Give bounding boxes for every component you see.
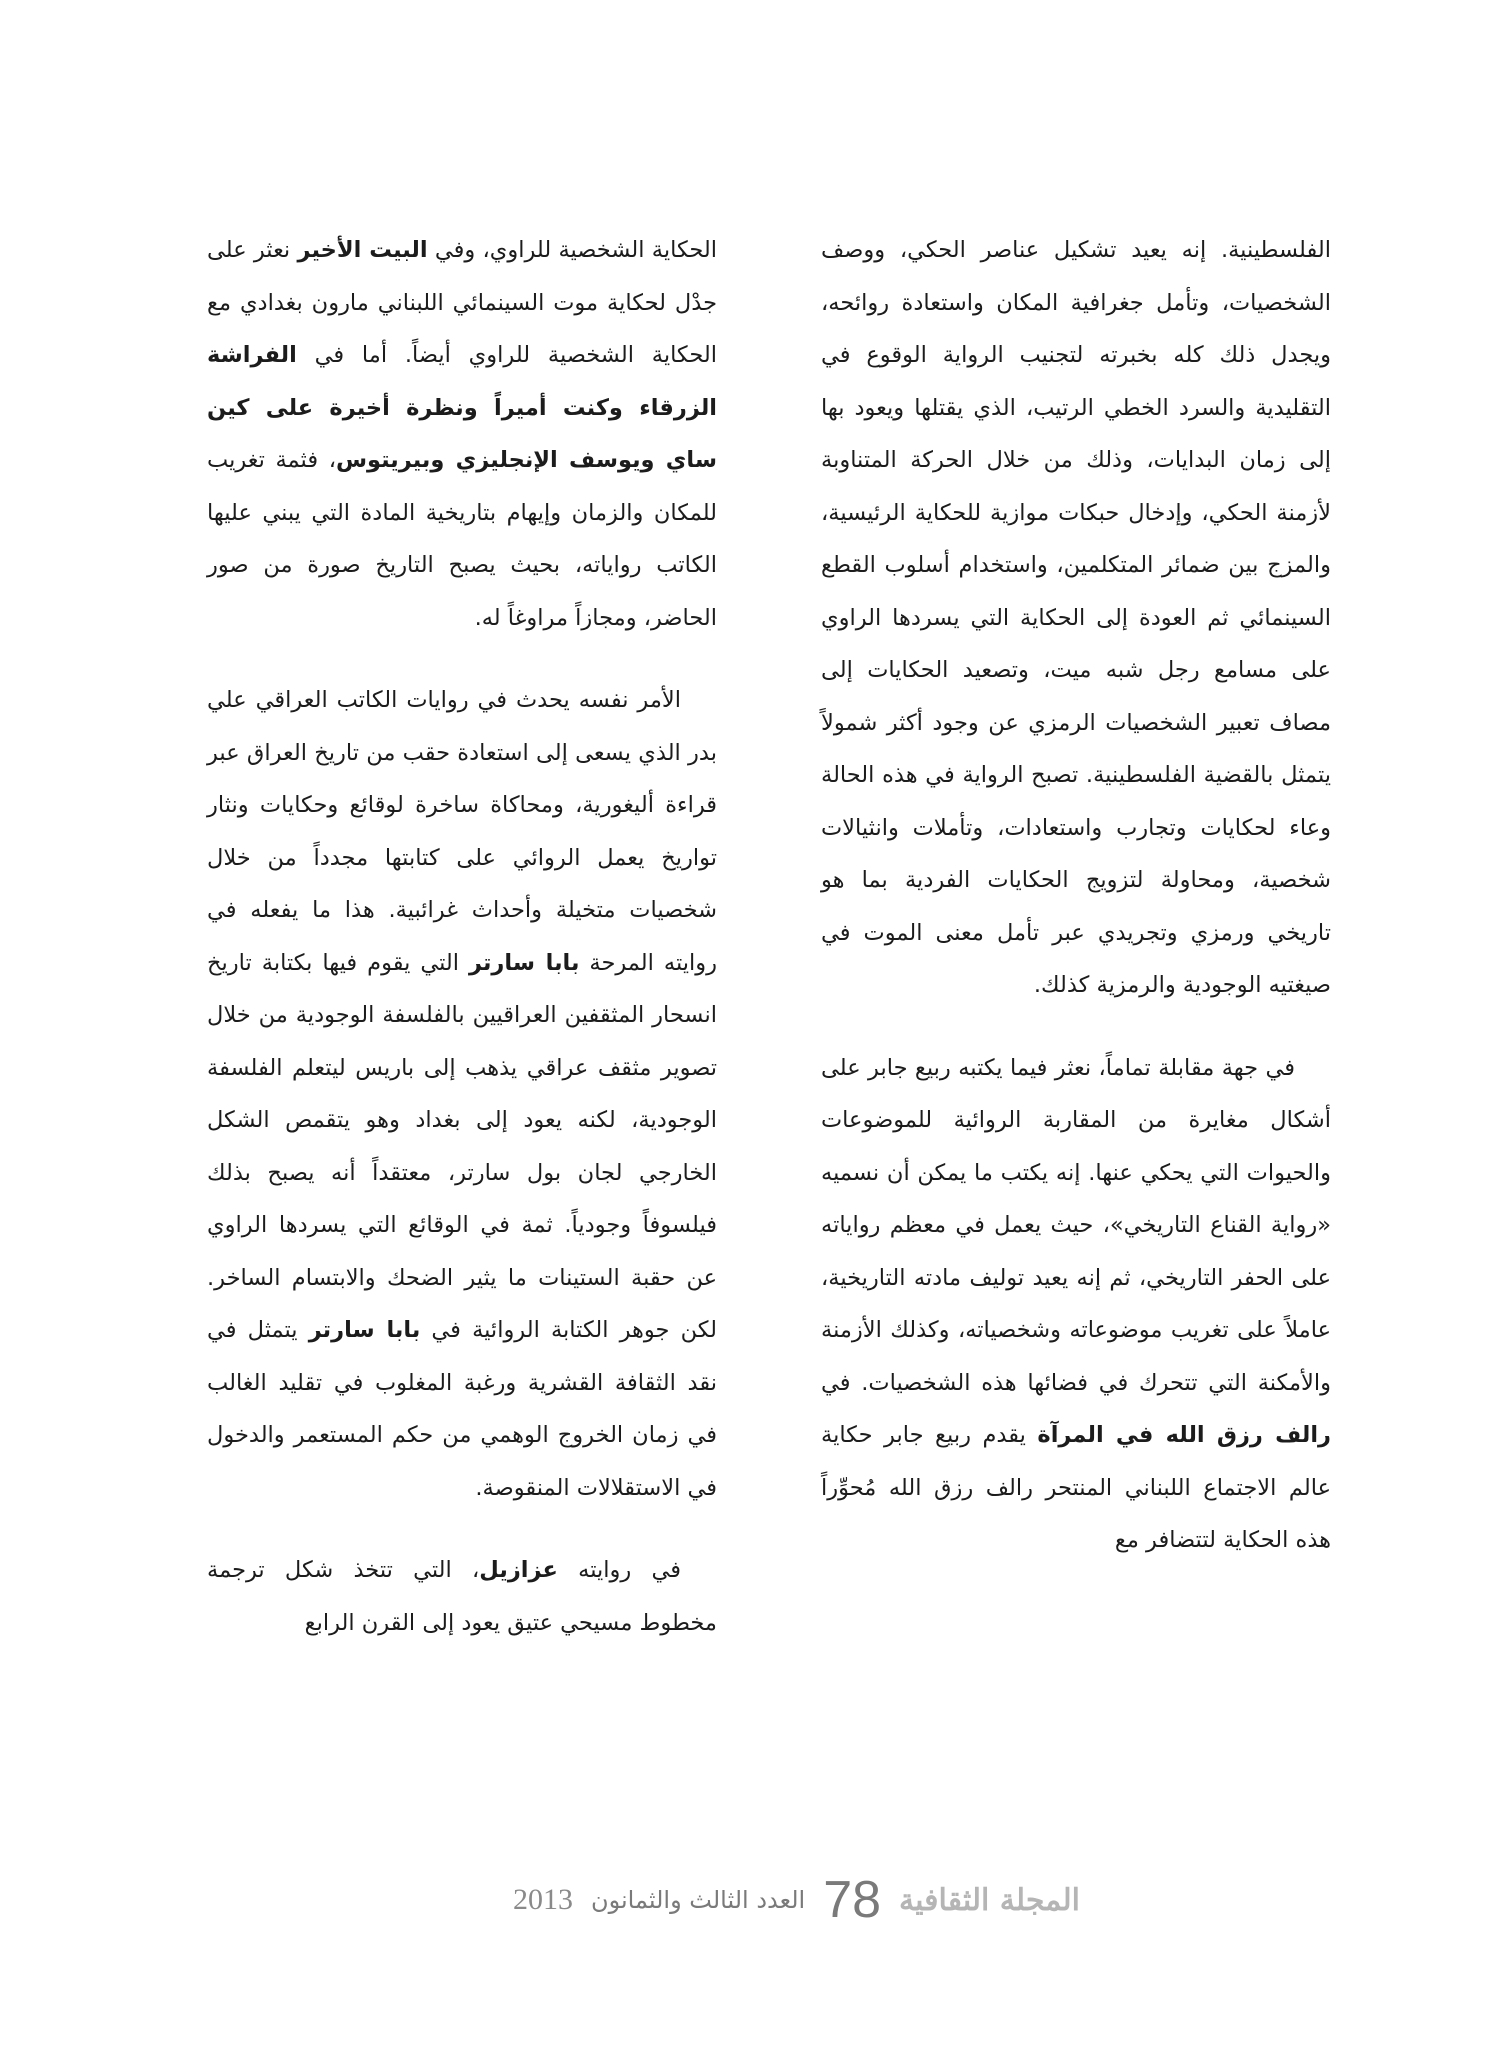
- paragraph-text: في جهة مقابلة تماماً، نعثر فيما يكتبه ربيع جابر على أشكال مغايرة من المقاربة الروائية للموضوعات والحيوات التي يحكي عنها. إنه يكتب ما يمكن أن نسميه «رواية القناع التاريخي»، حيث يعمل في معظم رواياته على الحفر التاريخي، ثم إنه يعيد توليف مادته التاريخية، عاملاً على تغريب موضوعاته وشخصياته، وكذلك الأزمنة والأمكنة التي تتحرك في فضائها هذه الشخصيات. في: [821, 1054, 1331, 1396]
- paragraph: [821, 224, 1331, 1012]
- paragraph-text: التي يقوم فيها بكتابة تاريخ انسحار المثقفين العراقيين بالفلسفة الوجودية من خلال تصوير مثقف عراقي يذهب إلى باريس ليتعلم الفلسفة الوجودية، لكنه يعود إلى بغداد وهو يتقمص الشكل الخارجي لجان بول سارتر، معتقداً أنه يصبح بذلك فيلسوفاً وجودياً. ثمة في الوقائع التي يسردها الراوي عن حقبة الستينات ما يثير الضحك والابتسام الساخر. لكن جوهر الكتابة الروائية في: [207, 949, 717, 1343]
- paragraph: [207, 674, 717, 1514]
- right-text-column: [821, 224, 1331, 1567]
- paragraph-text: ، التي تتخذ شكل ترجمة مخطوط مسيحي عتيق يعود إلى القرن الرابع: [207, 1557, 717, 1636]
- left-text-column: [207, 224, 717, 1649]
- issue-label: العدد الثالث والثمانون: [590, 1886, 806, 1914]
- paragraph-text: الفلسطينية. إنه يعيد تشكيل عناصر الحكي، ووصف الشخصيات، وتأمل جغرافية المكان واستعادة روائحه، ويجدل ذلك كله بخبرته لتجنيب الرواية الوقوع في التقليدية والسرد الخطي الرتيب، الذي يقتلها ويعود بها إلى زمان البدايات، وذلك من خلال الحركة المتناوبة لأزمنة الحكي، وإدخال حبكات موازية للحكاية الرئيسية، والمزج بين ضمائر المتكلمين، واستخدام أسلوب القطع السينمائي ثم العودة إلى الحكاية التي يسردها الراوي على مسامع رجل شبه ميت، وتصعيد الحكايات إلى مصاف تعبير الشخصيات الرمزي عن وجود أكثر شمولاً يتمثل بالقضية الفلسطينية. تصبح الرواية في هذه الحالة وعاء لحكايات وتجارب واستعادات، وتأملات وانثيالات شخصية، ومحاولة لتزويج الحكايات الفردية بما هو تاريخي ورمزي وتجريدي عبر تأمل معنى الموت في صيغتيه الوجودية والرمزية كذلك.: [821, 237, 1331, 998]
- paragraph-text: الأمر نفسه يحدث في روايات الكاتب العراقي علي بدر الذي يسعى إلى استعادة حقب من تاريخ العراق عبر قراءة أليغورية، ومحاكاة ساخرة لوقائع وحكايات ونثار تواريخ يعمل الروائي على كتابتها مجدداً من خلال شخصيات متخيلة وأحداث غرائبية. هذا ما يفعله في روايته المرحة: [207, 687, 717, 976]
- paragraph-text: نعثر على جدْل لحكاية موت السينمائي اللبناني مارون بغدادي مع الحكاية الشخصية للراوي أيضاً. أما في: [207, 237, 717, 368]
- book-title: رالف رزق الله في المرآة: [1037, 1422, 1331, 1448]
- paragraph-text: الحكاية الشخصية للراوي، وفي: [427, 237, 717, 263]
- magazine-name: المجلة الثقافية: [899, 1882, 1080, 1918]
- book-title: عزازيل: [479, 1557, 558, 1583]
- paragraph: [821, 1042, 1331, 1567]
- page-footer: [440, 1868, 1080, 1932]
- paragraph-text: يتمثل في نقد الثقافة القشرية ورغبة المغلوب في تقليد الغالب في زمان الخروج الوهمي من حكم المستعمر والدخول في الاستقلالات المنقوصة.: [207, 1317, 717, 1501]
- book-title: بابا سارتر: [468, 949, 580, 976]
- book-title: البيت الأخير: [297, 237, 428, 263]
- issue-year: 2013: [512, 1883, 573, 1916]
- paragraph-text: يقدم ربيع جابر حكاية عالم الاجتماع اللبناني المنتحر رالف رزق الله مُحوِّراً هذه الحكاية لتتضافر مع: [821, 1422, 1331, 1553]
- book-title: بابا سارتر: [308, 1317, 421, 1343]
- paragraph-text: ، فثمة تغريب للمكان والزمان وإيهام بتاريخية المادة التي يبني عليها الكاتب رواياته، بحيث يصبح التاريخ صورة من صور الحاضر، ومجازاً مراوغاً له.: [207, 447, 717, 631]
- paragraph-text: في روايته: [557, 1557, 681, 1583]
- paragraph: [207, 1544, 717, 1649]
- paragraph: [207, 224, 717, 644]
- page-number: 78: [823, 1871, 882, 1929]
- book-title: الفراشة الزرقاء وكنت أميراً ونظرة أخيرة على كين ساي ويوسف الإنجليزي وبيريتوس: [207, 342, 717, 473]
